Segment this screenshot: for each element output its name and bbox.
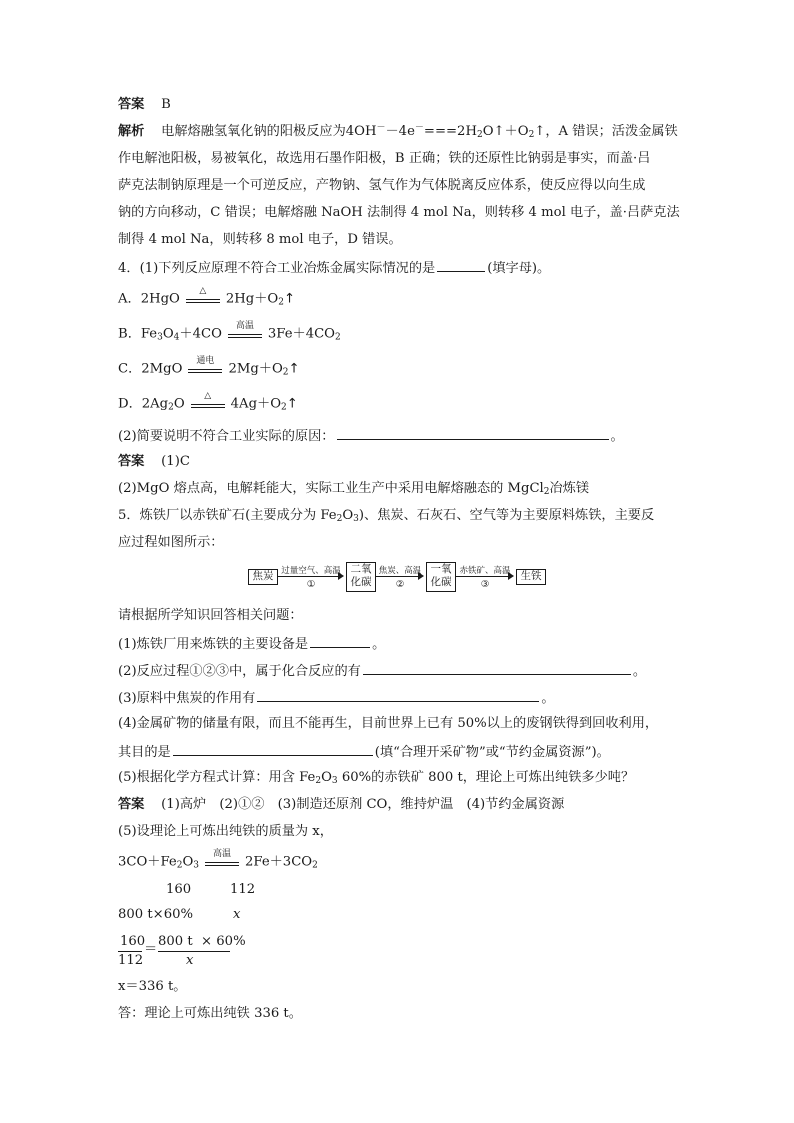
process-flow-diagram [248, 562, 548, 594]
condition-arrow: △ [186, 290, 220, 308]
q4-option-a: A．2HgO △ $2Hg+O_2↑$ [118, 286, 295, 308]
q5-part4-line-1: (4)金属矿物的储量有限，而且不能再生，目前世界上已有 50%以上的废钢铁得到回收利用， [118, 716, 659, 731]
q5-part5: (5)根据化学方程式计算：用含 $Fe_2O_3$ 60%的赤铁矿 800 t，理论上可炼出纯铁多少吨？ [118, 770, 635, 786]
q4-option-b: B．$Fe_3O_4+4CO$ 高温 $3Fe+4CO_2$ [118, 321, 341, 343]
fraction-right-bar [158, 951, 230, 952]
q5-prompt: 请根据所学知识回答相关问题： [118, 608, 303, 623]
answer-line-q3 [118, 96, 171, 114]
molar-mass-fe2o3: 160 [166, 882, 192, 897]
flow-box-co: 一氧 化碳 [426, 562, 456, 592]
q4-part2-blank[interactable] [337, 426, 609, 440]
analysis-line-1: 解析 电解熔融氢氧化钠的阳极反应为$4OH^--4e^-===2H_2O↑+O_2↑$，A 错误；活泼金属铁 [118, 123, 678, 140]
analysis-label: 解析 [118, 124, 145, 139]
q5-part4-blank[interactable] [173, 742, 373, 756]
q5-part2: (2)反应过程①②③中，属于化合反应的有 。 [118, 661, 646, 681]
flow-box-pig-iron: 生铁 [516, 569, 546, 585]
fraction-left-numerator: 160 [120, 934, 146, 949]
answer-value: B [161, 97, 171, 112]
q5-part2-blank[interactable] [363, 661, 631, 675]
q5-part3: (3)原料中焦炭的作用有 。 [118, 688, 555, 708]
flow-arrow-2: 焦炭、高温 ② [376, 562, 424, 594]
fraction-right-numerator: 800 t × 60% [158, 934, 246, 949]
flow-arrow-1: 过量空气、高温 ① [278, 562, 344, 594]
analysis-line-4: 钠的方向移动，C 错误；电解熔融 NaOH 法制得 4 mol Na，则转移 4 mol 电子，盖·吕萨克法 [118, 205, 680, 220]
q5-part3-blank[interactable] [257, 688, 539, 702]
q4-answer-blank[interactable] [437, 258, 485, 272]
q4-part2: (2)简要说明不符合工业实际的原因： 。 [118, 426, 624, 446]
q5-part1-blank[interactable] [310, 634, 370, 648]
flow-box-coke: 焦炭 [248, 569, 278, 585]
q5-result: x＝336 t。 [118, 979, 187, 994]
q5-solution-intro: (5)设理论上可炼出纯铁的质量为 x， [118, 824, 333, 839]
molar-mass-fe: 112 [230, 882, 256, 897]
answer-label: 答案 [118, 97, 145, 112]
analysis-line-3: 萨克法制钠原理是一个可逆反应，产物钠、氢气作为气体脱离反应体系，使反应得以向生成 [118, 178, 646, 193]
q5-final-answer: 答：理论上可炼出纯铁 336 t。 [118, 1006, 302, 1021]
analysis-line-2: 作电解池阳极，易被氧化，故选用石墨作阳极，B 正确；铁的还原性比钠弱是事实，而盖·吕 [118, 151, 651, 166]
q4-option-d: D．$2Ag_2O$ △ $4Ag+O_2↑$ [118, 391, 298, 413]
q5-part1: (1)炼铁厂用来炼铁的主要设备是 。 [118, 634, 385, 654]
q4-answer-line-2: (2)MgO 熔点高，电解耗能大，实际工业生产中采用电解熔融态的 MgCl$_2$冶炼镁 [118, 481, 590, 497]
q5-solution-equation: $3CO+Fe_2O_3$ 高温 $2Fe+3CO_2$ [118, 849, 318, 871]
condition-arrow: 通电 [188, 360, 222, 378]
q5-stem-1: 5．炼铁厂以赤铁矿石(主要成分为 $Fe_2O_3$)、焦炭、石灰石、空气等为主要原料炼铁，主要反 [118, 508, 655, 524]
mass-fe2o3: 800 t×60% [118, 907, 194, 922]
q4-answer-line-1: 答案 (1)C [118, 454, 190, 469]
fraction-equals: ＝ [144, 942, 158, 957]
fraction-left-denominator: 112 [118, 953, 144, 968]
condition-arrow: 高温 [228, 325, 262, 343]
analysis-line-5: 制得 4 mol Na，则转移 8 mol 电子，D 错误。 [118, 232, 402, 247]
q4-option-c: C．2MgO 通电 $2Mg+O_2↑$ [118, 356, 300, 378]
mass-fe-unknown: x [233, 907, 241, 922]
condition-arrow: △ [191, 395, 225, 413]
q5-answer-line: 答案 (1)高炉 (2)①② (3)制造还原剂 CO，维持炉温 (4)节约金属资源 [118, 797, 565, 812]
condition-arrow: 高温 [205, 853, 239, 871]
q4-stem: 4．(1)下列反应原理不符合工业冶炼金属实际情况的是 (填字母)。 [118, 258, 550, 278]
fraction-right-denominator: x [186, 953, 194, 968]
q5-part4-line-2: 其目的是 (填“合理开采矿物”或“节约金属资源”)。 [118, 742, 610, 762]
flow-box-co2: 二氧 化碳 [346, 562, 376, 592]
flow-arrow-3: 赤铁矿、高温 ③ [456, 562, 514, 594]
q5-stem-2: 应过程如图所示： [118, 535, 224, 550]
